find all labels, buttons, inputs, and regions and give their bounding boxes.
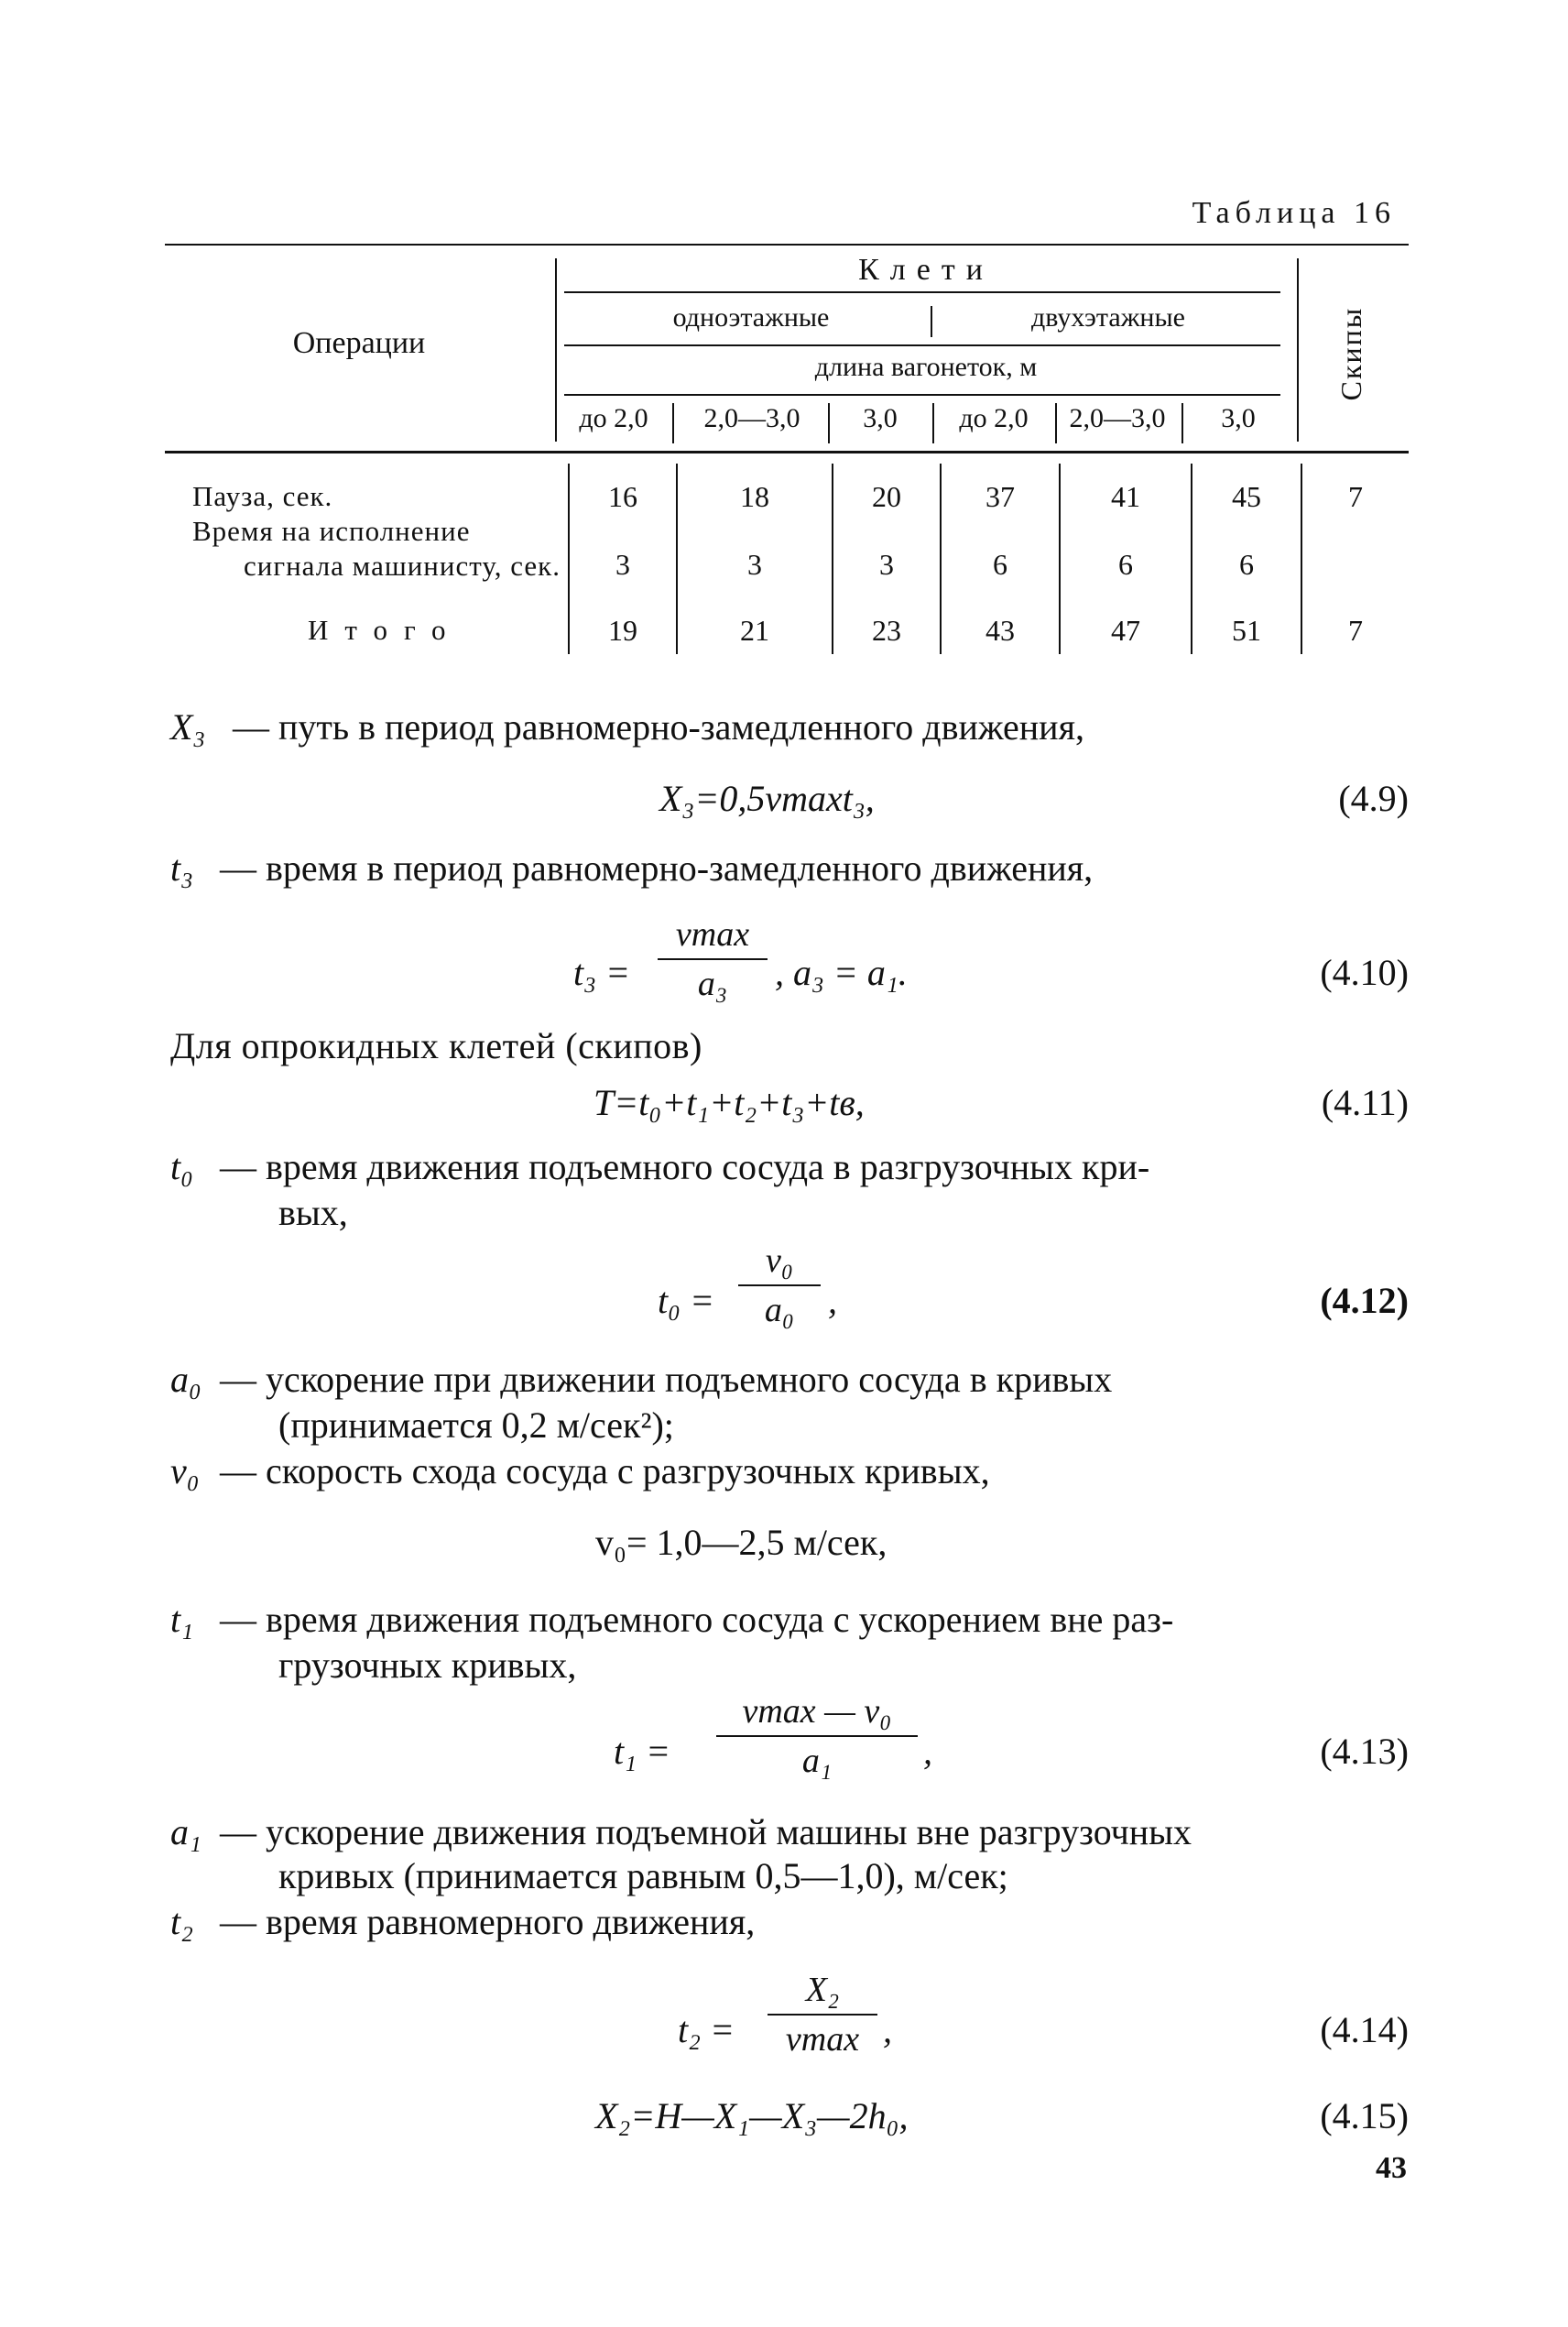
header-single: одноэтажные xyxy=(672,302,830,333)
fraction-4-14 xyxy=(768,1970,877,2059)
cell: 20 xyxy=(872,480,901,513)
cell: 43 xyxy=(985,614,1015,647)
symbol-t2: t₂ xyxy=(170,1901,194,1942)
cell: 7 xyxy=(1348,480,1363,513)
equation-number: (4.15) xyxy=(1320,2095,1409,2136)
equation-number: (4.10) xyxy=(1320,952,1409,993)
equation-number: (4.9) xyxy=(1338,778,1409,819)
symbol-a0: a₀ xyxy=(170,1359,201,1400)
symbol-t0: t₀ xyxy=(170,1146,194,1187)
cell: 51 xyxy=(1232,614,1261,647)
denominator: vmax xyxy=(785,2020,860,2059)
fraction-bar xyxy=(716,1735,918,1737)
symbol-v0: v₀ xyxy=(170,1450,200,1491)
cell: 18 xyxy=(740,480,769,513)
cell: 16 xyxy=(608,480,637,513)
formula-v0: v₀= 1,0—2,5 м/сек, xyxy=(595,1522,887,1563)
definition-a0: — ускорение при движении подъемного сосуда в кривых xyxy=(220,1359,1113,1400)
header-divider xyxy=(828,403,830,443)
formula-4-13-rest: , xyxy=(923,1731,932,1772)
definition-t0-cont: вых, xyxy=(278,1192,348,1233)
denominator: a₁ xyxy=(801,1742,833,1780)
row-label-signal: Время на исполнение xyxy=(192,515,471,547)
col-header: 2,0—3,0 xyxy=(703,403,800,433)
formula-4-12-rest: , xyxy=(828,1280,837,1321)
denominator: a₃ xyxy=(697,965,728,1003)
numerator: X₂ xyxy=(805,1971,840,2009)
col-header: 3,0 xyxy=(863,403,898,433)
page-number: 43 xyxy=(1376,2151,1407,2185)
formula-4-11: T=t₀+t₁+t₂+t₃+tв, xyxy=(593,1082,865,1123)
header-divider xyxy=(931,306,932,337)
cell: 7 xyxy=(1348,614,1363,647)
fraction-bar xyxy=(768,2014,877,2016)
header-divider xyxy=(1055,403,1057,443)
cell: 21 xyxy=(740,614,769,647)
table-header-rule xyxy=(165,451,1409,453)
fraction-bar xyxy=(658,958,768,960)
header-operations: Операции xyxy=(292,326,426,360)
formula-4-13-lhs: t₁ = xyxy=(614,1731,671,1772)
numerator: vmax — v₀ xyxy=(742,1692,892,1731)
fraction-bar xyxy=(738,1284,821,1286)
row-label-signal-2: сигнала машинисту, сек. xyxy=(244,550,561,582)
fraction-4-12 xyxy=(738,1240,821,1330)
symbol-t1: t₁ xyxy=(170,1599,194,1640)
header-divider xyxy=(555,258,557,442)
definition-t2: — время равномерного движения, xyxy=(220,1901,756,1942)
cell: 23 xyxy=(872,614,901,647)
formula-4-15: X₂=H—X₁—X₃—2h₀, xyxy=(595,2095,909,2136)
definition-a0-cont: (принимается 0,2 м/сек²); xyxy=(278,1404,674,1446)
definition-a1: — ускорение движения подъемной машины вне разгрузочных xyxy=(220,1811,1192,1852)
definition-v0: — скорость схода сосуда с разгрузочных кривых, xyxy=(220,1450,990,1491)
col-header: до 2,0 xyxy=(959,403,1029,433)
row-label-pause: Пауза, сек. xyxy=(192,480,333,512)
header-length: длина вагонеток, м xyxy=(814,352,1038,382)
definition-x3: — путь в период равномерно-замедленного движения, xyxy=(233,706,1084,748)
cell: 6 xyxy=(1239,548,1254,581)
symbol-t3: t₃ xyxy=(170,847,194,889)
numerator: v₀ xyxy=(765,1241,794,1280)
header-rule xyxy=(564,291,1280,293)
table-title: Таблица 16 xyxy=(1192,196,1396,230)
col-header: 2,0—3,0 xyxy=(1069,403,1166,433)
header-divider xyxy=(672,403,674,443)
cell: 3 xyxy=(747,548,762,581)
cell: 6 xyxy=(1118,548,1133,581)
definition-t1-cont: грузочных кривых, xyxy=(278,1644,577,1686)
equation-number: (4.13) xyxy=(1320,1731,1409,1772)
cell: 3 xyxy=(879,548,894,581)
header-double: двухэтажные xyxy=(1031,302,1185,333)
numerator: vmax xyxy=(675,915,750,954)
fraction-4-10 xyxy=(658,914,768,1004)
col-header: до 2,0 xyxy=(579,403,648,433)
cell: 37 xyxy=(985,480,1015,513)
formula-4-14-rest: , xyxy=(883,2009,892,2050)
formula-4-14-lhs: t₂ = xyxy=(678,2009,735,2050)
cell: 47 xyxy=(1111,614,1140,647)
header-divider xyxy=(932,403,934,443)
equation-number: (4.11) xyxy=(1321,1082,1409,1123)
symbol-a1: a₁ xyxy=(170,1811,201,1852)
cell: 19 xyxy=(608,614,637,647)
definition-t1: — время движения подъемного сосуда с ускорением вне раз- xyxy=(220,1599,1174,1640)
table-top-rule xyxy=(165,244,1409,246)
cell: 6 xyxy=(993,548,1007,581)
cell: 45 xyxy=(1232,480,1261,513)
row-label-total: Итого xyxy=(308,614,463,646)
formula-4-10-lhs: t₃ = xyxy=(573,952,631,993)
header-cages: Клети xyxy=(858,253,994,287)
equation-number: (4.14) xyxy=(1320,2009,1409,2050)
header-rule xyxy=(564,344,1280,346)
equation-number: (4.12) xyxy=(1320,1280,1409,1321)
cell: 41 xyxy=(1111,480,1140,513)
cell: 3 xyxy=(615,548,630,581)
symbol-x3: X₃ xyxy=(170,706,206,748)
header-skips: Скипы xyxy=(1334,306,1367,401)
definition-a1-cont: кривых (принимается равным 0,5—1,0), м/сек; xyxy=(278,1855,1008,1896)
formula-4-12-lhs: t₀ = xyxy=(658,1280,715,1321)
col-header: 3,0 xyxy=(1221,403,1256,433)
fraction-4-13 xyxy=(716,1691,918,1781)
paragraph-skips: Для опрокидных клетей (скипов) xyxy=(170,1025,702,1066)
header-divider xyxy=(1181,403,1183,443)
definition-t0: — время движения подъемного сосуда в разгрузочных кри- xyxy=(220,1146,1150,1187)
formula-4-9: X₃=0,5vmaxt₃, xyxy=(659,778,875,819)
formula-4-10-rest: , a₃ = a₁. xyxy=(775,952,908,993)
definition-t3: — время в период равномерно-замедленного движения, xyxy=(220,847,1094,889)
header-rule xyxy=(564,394,1280,396)
header-divider xyxy=(1297,258,1299,442)
denominator: a₀ xyxy=(764,1291,795,1329)
